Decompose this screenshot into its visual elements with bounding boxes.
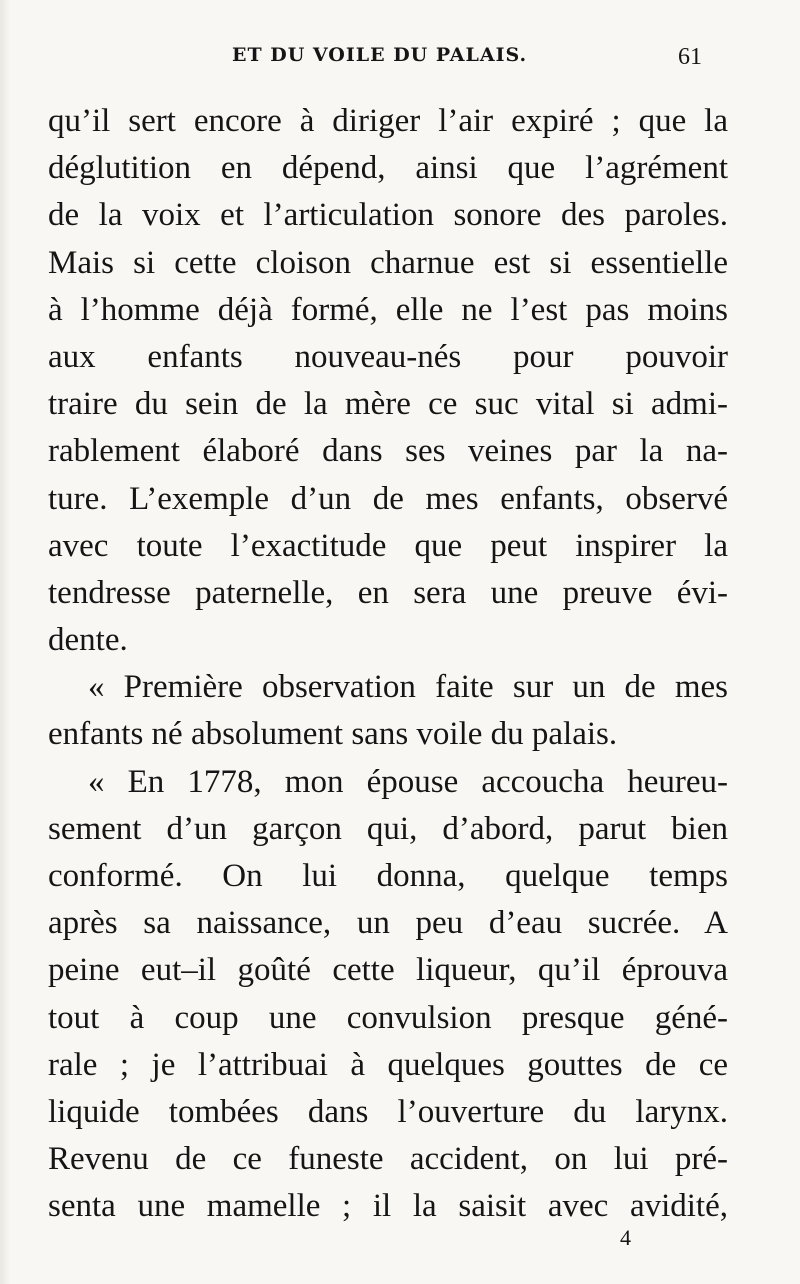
text-line: qu’il sert encore à diriger l’air expiré ; que la [48, 103, 728, 139]
text-line: « En 1778, mon épouse accoucha heureu- [88, 763, 728, 800]
text-line: aux enfants nouveau-nés pour pouvoir [48, 338, 728, 375]
page-edge-shadow [0, 0, 10, 1284]
text-line: « Première observation faite sur un de mes [88, 669, 728, 706]
text-line: enfants né absolument sans voile du palais. [48, 716, 618, 753]
running-title: ET DU VOILE DU PALAIS. [232, 44, 528, 66]
text-line: peine eut–il goûté cette liqueur, qu’il éprouva [48, 952, 728, 989]
text-line: dente. [48, 622, 128, 659]
text-line: liquide tombées dans l’ouverture du larynx. [48, 1093, 728, 1130]
text-line: tendresse paternelle, en sera une preuve évi- [48, 574, 728, 611]
text-line: Mais si cette cloison charnue est si essentielle [48, 244, 728, 281]
text-line: avec toute l’exactitude que peut inspirer la [48, 527, 728, 564]
running-head [0, 44, 800, 74]
text-line: sement d’un garçon qui, d’abord, parut bien [48, 810, 728, 847]
body-text [48, 98, 728, 1231]
page-number: 61 [678, 44, 702, 70]
text-line: à l’homme déjà formé, elle ne l’est pas moins [48, 291, 728, 328]
text-line: déglutition en dépend, ainsi que l’agrément [48, 150, 728, 187]
text-line: tout à coup une convulsion presque géné- [48, 999, 728, 1036]
text-line: senta une mamelle ; il la saisit avec avidité, [48, 1188, 728, 1225]
text-line: Revenu de ce funeste accident, on lui pré- [48, 1141, 728, 1178]
text-line: rale ; je l’attribuai à quelques gouttes de ce [48, 1046, 728, 1083]
signature-mark: 4 [620, 1225, 631, 1250]
text-line: de la voix et l’articulation sonore des paroles. [48, 197, 728, 234]
text-line: rablement élaboré dans ses veines par la na- [48, 433, 728, 470]
text-line: traire du sein de la mère ce suc vital si admi- [48, 386, 728, 423]
text-line: conformé. On lui donna, quelque temps [48, 858, 728, 894]
text-line: après sa naissance, un peu d’eau sucrée. A [48, 905, 728, 942]
text-line: ture. L’exemple d’un de mes enfants, observé [48, 480, 728, 517]
